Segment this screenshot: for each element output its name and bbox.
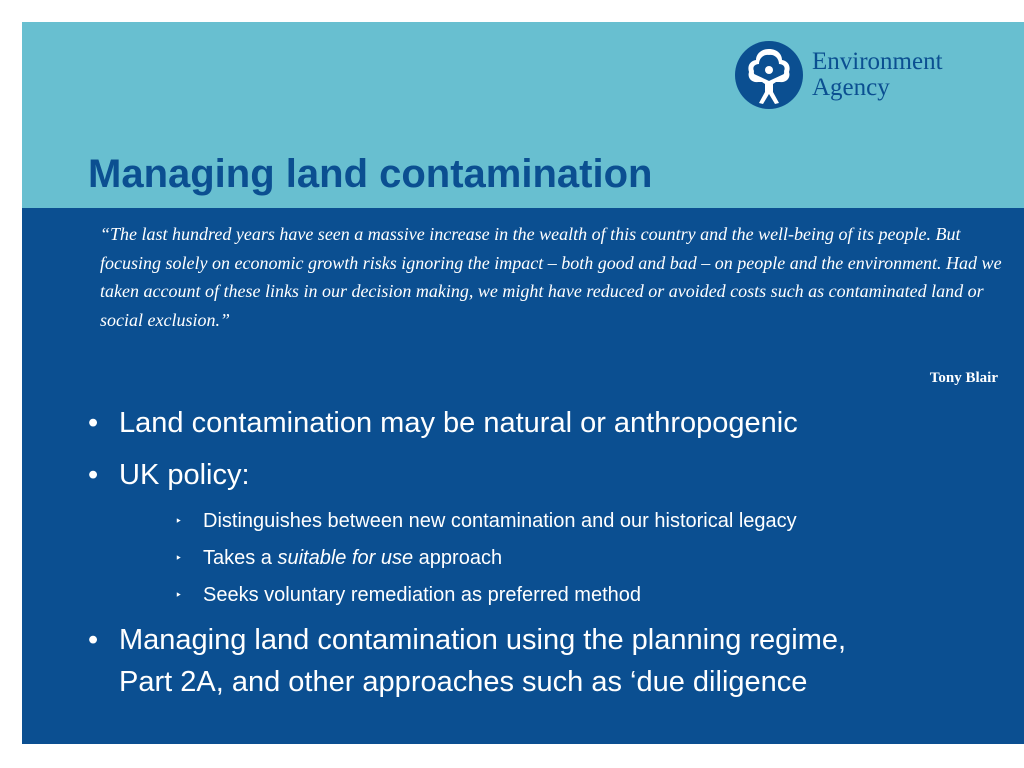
sub-bullet-text-after: approach <box>413 547 503 569</box>
bullet-text: Land contamination may be natural or anthropogenic <box>119 407 798 439</box>
bullet-item <box>82 619 879 703</box>
sub-bullet-item <box>119 545 982 571</box>
bullet-marker: • <box>88 624 99 656</box>
sub-bullet-emphasis: suitable for use <box>277 547 414 569</box>
sub-bullet-marker: ‣ <box>175 588 183 602</box>
logo-line-2: Agency <box>812 74 890 101</box>
bullet-list <box>82 402 982 713</box>
bullet-item <box>82 402 982 444</box>
header-band <box>22 22 1024 208</box>
sub-bullet-list <box>119 508 982 608</box>
quote-text: “The last hundred years have seen a massive increase in the wealth of this country and the well-being of its people. But focusing solely on economic growth risks ignoring the impact – both good and bad – on people and the environment. Had we taken account of these links in our decision making, we might have reduced or avoided costs such as contaminated land or social exclusion.” <box>100 224 1002 330</box>
quote-author: Tony Blair <box>929 370 998 386</box>
bullet-text: Managing land contamination using the planning regime, Part 2A, and other approaches such as ‘due diligence <box>119 624 847 698</box>
sub-bullet-text-before: Takes a <box>203 547 278 569</box>
slide-title: Managing land contamination <box>88 152 653 196</box>
sub-bullet-item <box>119 582 982 608</box>
sub-bullet-text: Seeks voluntary remediation as preferred method <box>203 584 642 606</box>
sub-bullet-item <box>119 508 982 534</box>
environment-agency-tree-person-icon <box>734 40 804 110</box>
bullet-marker: • <box>88 407 99 439</box>
logo-line-1: Environment <box>812 48 943 75</box>
sub-bullet-text: Distinguishes between new contamination and our historical legacy <box>203 510 797 532</box>
environment-agency-logo <box>734 40 943 110</box>
sub-bullet-marker: ‣ <box>175 551 183 565</box>
bullet-text: UK policy: <box>119 459 250 491</box>
bullet-item <box>82 454 982 608</box>
slide <box>22 22 1024 744</box>
sub-bullet-marker: ‣ <box>175 514 183 528</box>
bullet-marker: • <box>88 459 99 491</box>
